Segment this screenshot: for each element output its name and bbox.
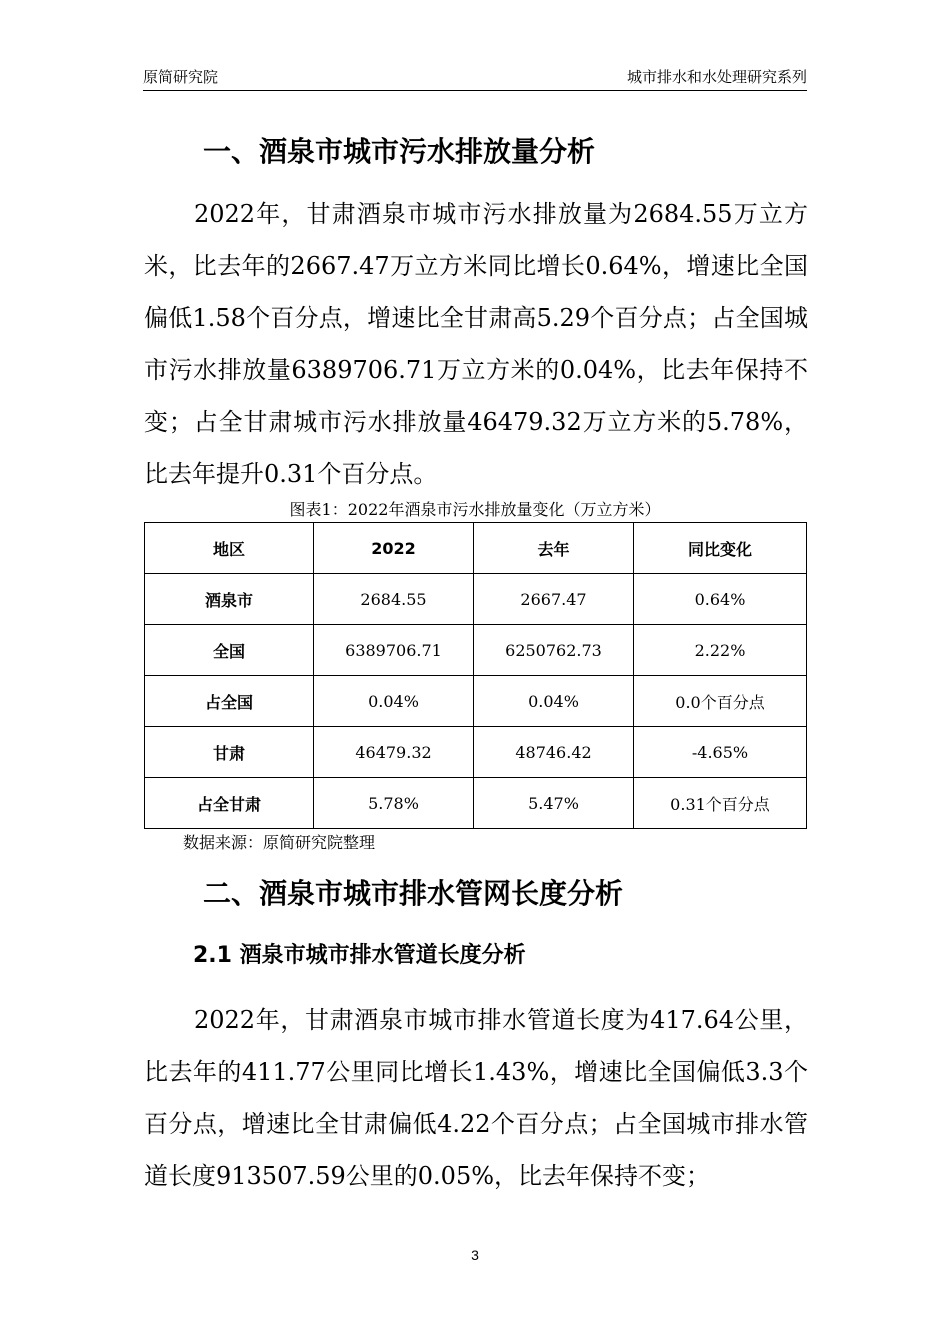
table-cell: 2684.55 (314, 574, 474, 625)
table-cell: 6389706.71 (314, 625, 474, 676)
table-cell: 0.04% (314, 676, 474, 727)
table-header-cell: 2022 (314, 523, 474, 574)
table-row (145, 625, 807, 676)
table-row (145, 676, 807, 727)
page-number: 3 (471, 1247, 479, 1263)
table-row (145, 727, 807, 778)
table-cell: 5.47% (474, 778, 634, 829)
table-cell: 6250762.73 (474, 625, 634, 676)
table-header-row (145, 523, 807, 574)
table-row-label: 酒泉市 (145, 574, 314, 625)
table-header-cell: 地区 (145, 523, 314, 574)
table-cell: 46479.32 (314, 727, 474, 778)
table-row-label: 甘肃 (145, 727, 314, 778)
header-org-name: 原简研究院 (143, 69, 219, 86)
table-row (145, 778, 807, 829)
page-header (143, 64, 807, 91)
table-caption: 图表1：2022年酒泉市污水排放量变化（万立方米） (289, 500, 661, 519)
emission-table (144, 522, 807, 829)
subsection-2-1-title: 2.1 酒泉市城市排水管道长度分析 (193, 943, 526, 968)
table-header-cell: 去年 (474, 523, 634, 574)
table-row (145, 574, 807, 625)
section2-paragraph-text: 2022年，甘肃酒泉市城市排水管道长度为417.64公里，比去年的411.77公里同比增长1.43%，增速比全国偏低3.3个百分点，增速比全甘肃偏低4.22个百分点；占全国城市排水管道长度913507.59公里的0.05%，比去年保持不变； (144, 1006, 808, 1190)
table-source-note: 数据来源：原简研究院整理 (183, 833, 376, 852)
table-cell: 0.31个百分点 (634, 778, 807, 829)
section2-title: 二、酒泉市城市排水管网长度分析 (203, 877, 624, 910)
table-cell: 0.64% (634, 574, 807, 625)
section2-paragraph (144, 994, 808, 1202)
table-cell: 0.04% (474, 676, 634, 727)
table-cell: 2667.47 (474, 574, 634, 625)
table-cell: 48746.42 (474, 727, 634, 778)
table-cell: 0.0个百分点 (634, 676, 807, 727)
table-cell: 2.22% (634, 625, 807, 676)
header-series-title: 城市排水和水处理研究系列 (626, 69, 807, 86)
table-row-label: 全国 (145, 625, 314, 676)
table-cell: -4.65% (634, 727, 807, 778)
section1-paragraph-text: 2022年，甘肃酒泉市城市污水排放量为2684.55万立方米，比去年的2667.47万立方米同比增长0.64%，增速比全国偏低1.58个百分点，增速比全甘肃高5.29个百分点；占全国城市污水排放量6389706.71万立方米的0.04%，比去年保持不变；占全甘肃城市污水排放量46479.32万立方米的5.78%，比去年提升0.31个百分点。 (144, 200, 808, 488)
table-row-label: 占全甘肃 (145, 778, 314, 829)
section1-title: 一、酒泉市城市污水排放量分析 (203, 135, 596, 168)
table-row-label: 占全国 (145, 676, 314, 727)
section1-paragraph (144, 188, 808, 500)
table-cell: 5.78% (314, 778, 474, 829)
table-header-cell: 同比变化 (634, 523, 807, 574)
